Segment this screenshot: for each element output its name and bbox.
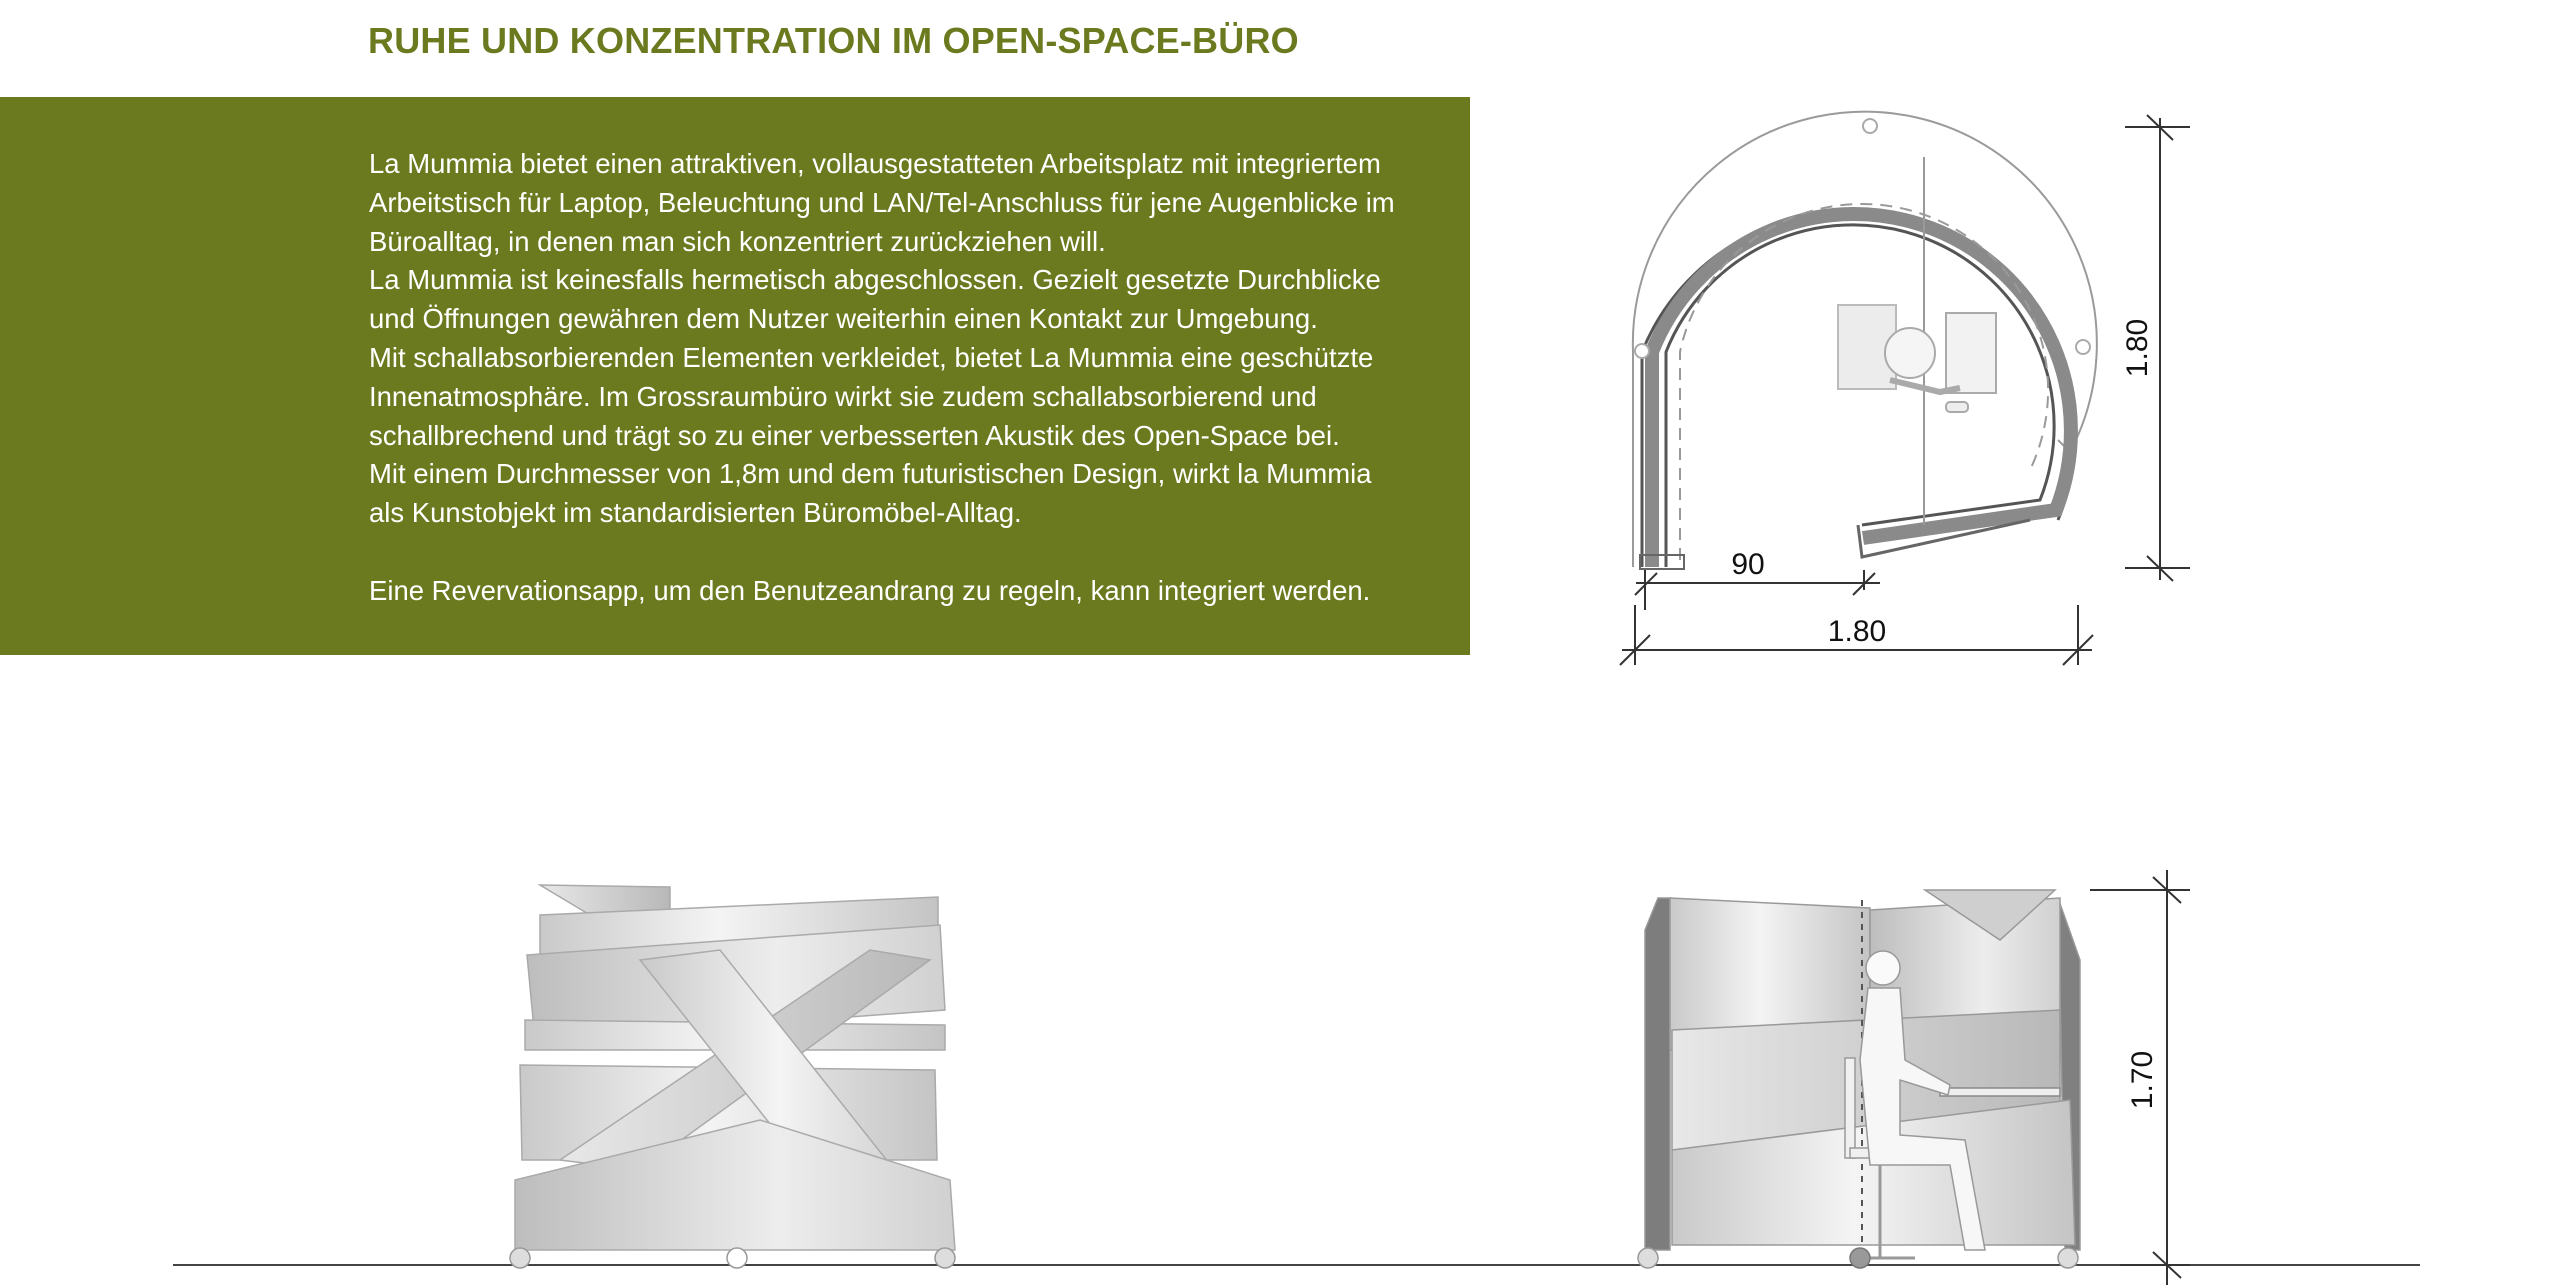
description-line: Mit einem Durchmesser von 1,8m und dem futuristischen Design, wirkt la Mummia: [369, 458, 1372, 490]
closing-line: Eine Revervationsapp, um den Benutzeandrang zu regeln, kann integriert werden.: [369, 574, 1371, 606]
section-left-wall: [1645, 898, 1670, 1250]
plan-shell-band: [1652, 214, 2071, 567]
description-line: Innenatmosphäre. Im Grossraumbüro wirkt sie zudem schallabsorbierend und: [369, 380, 1317, 412]
description-line: La Mummia ist keinesfalls hermetisch abgeschlossen. Gezielt gesetzte Durchblicke: [369, 264, 1381, 296]
plan-roller: [2076, 340, 2090, 354]
elevation-wheel: [935, 1248, 955, 1268]
section-chair-back: [1845, 1058, 1855, 1158]
page-title: RUHE UND KONZENTRATION IM OPEN-SPACE-BÜRO: [368, 20, 1299, 61]
plan-dim-opening-label: 90: [1731, 548, 1765, 581]
section-drawing: [1638, 890, 2080, 1268]
description-line: Arbeitstisch für Laptop, Beleuchtung und LAN/Tel-Anschluss für jene Augenblicke im: [369, 186, 1395, 218]
plan-dim-height-label: 1.80: [2121, 318, 2154, 378]
section-person-head: [1866, 951, 1900, 985]
description-line: und Öffnungen gewähren dem Nutzer weiterhin einen Kontakt zur Umgebung.: [369, 303, 1318, 335]
description-line: Büroalltag, in denen man sich konzentriert zurückziehen will.: [369, 225, 1106, 257]
plan-mouse: [1946, 402, 1968, 412]
description-line: Mit schallabsorbierenden Elementen verkleidet, bietet La Mummia eine geschützte: [369, 341, 1374, 373]
section-wheel: [1850, 1248, 1870, 1268]
section-wheel: [1638, 1248, 1658, 1268]
plan-roller: [1635, 344, 1649, 358]
elevation-wheel: [510, 1248, 530, 1268]
section-dim-height-label: 1.70: [2126, 1050, 2159, 1110]
plan-desk: [1946, 313, 1996, 393]
section-desk: [1940, 1088, 2060, 1096]
description-line: schallbrechend und trägt so zu einer verbesserten Akustik des Open-Space bei.: [369, 419, 1340, 451]
description-line: La Mummia bietet einen attraktiven, vollausgestatteten Arbeitsplatz mit integriertem: [369, 148, 1381, 179]
description-line: als Kunstobjekt im standardisierten Büromöbel-Alltag.: [369, 497, 1022, 529]
plan-roller: [1863, 119, 1877, 133]
elevation-drawing: [510, 885, 955, 1268]
plan-person-head: [1885, 328, 1935, 378]
plan-dim-width-label: 1.80: [1827, 615, 1887, 648]
elevation-wheel: [727, 1248, 747, 1268]
section-wheel: [2058, 1248, 2078, 1268]
plan-drawing: [1620, 112, 2190, 665]
